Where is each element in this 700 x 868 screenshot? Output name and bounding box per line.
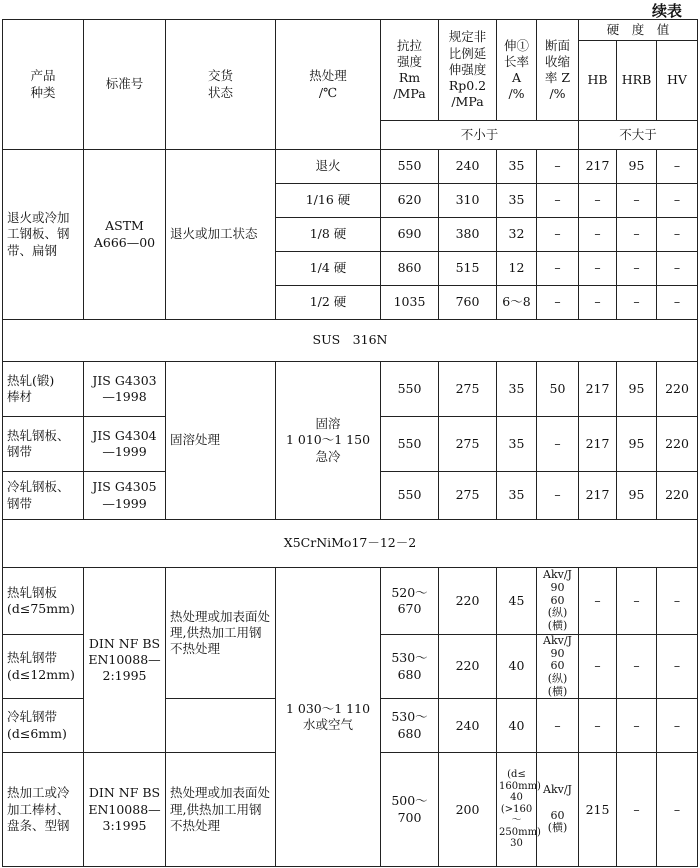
s1-r3-hv: – (657, 252, 698, 286)
head-not-more: 不大于 (579, 121, 698, 150)
s3-standard-a: DIN NF BS EN10088— 2:1995 (84, 568, 166, 753)
s2-r0-rm: 550 (381, 362, 439, 417)
s1-r1-a: 35 (497, 184, 537, 218)
s3-r1-z: Akv/J 90 60 (纵)(横) (537, 635, 579, 699)
s3-r0-rm: 520～ 670 (381, 568, 439, 635)
s2-r0-rp: 275 (439, 362, 497, 417)
s3-heat: 1 030～1 110 水或空气 (276, 568, 381, 867)
s1-r2-hv: – (657, 218, 698, 252)
s1-r3-rm: 860 (381, 252, 439, 286)
s1-r0-rm: 550 (381, 150, 439, 184)
s2-grade: SUS 316N (3, 320, 698, 362)
s1-r1-hrb: – (617, 184, 657, 218)
head-hb: HB (579, 41, 617, 121)
s1-r1-rm: 620 (381, 184, 439, 218)
s1-r2-heat: 1/8 硬 (276, 218, 381, 252)
s3-r1-rm: 530～ 680 (381, 635, 439, 699)
s3-r2-hv: – (657, 699, 698, 753)
s2-r1-standard: JIS G4304 —1999 (84, 417, 166, 472)
s3-last-hv: – (657, 753, 698, 867)
s2-r2-z: – (537, 472, 579, 520)
s3-r0-hv: – (657, 568, 698, 635)
s1-r4-heat: 1/2 硬 (276, 286, 381, 320)
s2-r2-rp: 275 (439, 472, 497, 520)
s1-r2-hb: – (579, 218, 617, 252)
s1-r3-hrb: – (617, 252, 657, 286)
s1-r2-rp: 380 (439, 218, 497, 252)
s1-product: 退火或冷加工钢板、钢带、扁钢 (3, 150, 84, 320)
s3-last-z: Akv/J 60 (横) (537, 753, 579, 867)
s1-r2-z: – (537, 218, 579, 252)
s3-r1-hv: – (657, 635, 698, 699)
s2-r1-product: 热轧钢板、 钢带 (3, 417, 84, 472)
s1-r2-a: 32 (497, 218, 537, 252)
s2-r1-hb: 217 (579, 417, 617, 472)
head-product: 产品 种类 (3, 20, 84, 150)
head-z: 断面 收缩 率 Z /% (537, 20, 579, 121)
s2-r0-hrb: 95 (617, 362, 657, 417)
head-hv: HV (657, 41, 698, 121)
s3-r2-hb: – (579, 699, 617, 753)
s2-r2-standard: JIS G4305 —1999 (84, 472, 166, 520)
head-hrb: HRB (617, 41, 657, 121)
s1-r4-hb: – (579, 286, 617, 320)
s2-r1-z: – (537, 417, 579, 472)
s2-r2-hv: 220 (657, 472, 698, 520)
s3-r1-hrb: – (617, 635, 657, 699)
s1-r3-hb: – (579, 252, 617, 286)
s3-r1-a: 40 (497, 635, 537, 699)
s3-r1-rp: 220 (439, 635, 497, 699)
s1-r2-hrb: – (617, 218, 657, 252)
s3-last-a: (d≤ 160mm) 40 (>160～ 250mm) 30 (497, 753, 537, 867)
s1-r0-hrb: 95 (617, 150, 657, 184)
s1-r2-rm: 690 (381, 218, 439, 252)
s2-r0-a: 35 (497, 362, 537, 417)
s2-r1-hrb: 95 (617, 417, 657, 472)
s3-r0-hb: – (579, 568, 617, 635)
s1-r1-rp: 310 (439, 184, 497, 218)
s3-r0-z: Akv/J 90 60 (纵)(横) (537, 568, 579, 635)
s2-r1-rp: 275 (439, 417, 497, 472)
s3-last-delivery: 热处理或加表面处理,供热加工用钢不热处理 (166, 753, 276, 867)
s3-last-hrb: – (617, 753, 657, 867)
s3-r0-rp: 220 (439, 568, 497, 635)
s1-r3-rp: 515 (439, 252, 497, 286)
s3-r2-rp: 240 (439, 699, 497, 753)
s2-r2-rm: 550 (381, 472, 439, 520)
s1-r1-hb: – (579, 184, 617, 218)
s1-r1-heat: 1/16 硬 (276, 184, 381, 218)
s2-r2-a: 35 (497, 472, 537, 520)
s2-r1-hv: 220 (657, 417, 698, 472)
s1-standard: ASTM A666—00 (84, 150, 166, 320)
s1-r4-hrb: – (617, 286, 657, 320)
s3-delivery-a: 热处理或加表面处理,供热加工用钢不热处理 (166, 568, 276, 699)
s3-r1-product: 热轧钢带 (d≤12mm) (3, 635, 84, 699)
s1-r4-hv: – (657, 286, 698, 320)
continued-label: 续表 (651, 2, 682, 20)
s3-last-rm: 500～ 700 (381, 753, 439, 867)
s1-r3-a: 12 (497, 252, 537, 286)
s3-r1-hb: – (579, 635, 617, 699)
s1-r0-a: 35 (497, 150, 537, 184)
s2-r0-hv: 220 (657, 362, 698, 417)
s1-r3-heat: 1/4 硬 (276, 252, 381, 286)
head-standard: 标准号 (84, 20, 166, 150)
s1-r4-rm: 1035 (381, 286, 439, 320)
head-not-less: 不小于 (381, 121, 579, 150)
s3-r2-hrb: – (617, 699, 657, 753)
s1-r0-z: – (537, 150, 579, 184)
s2-r2-product: 冷轧钢板、 钢带 (3, 472, 84, 520)
s3-last-product: 热加工或冷加工棒材、盘条、型钢 (3, 753, 84, 867)
s3-r2-z: – (537, 699, 579, 753)
s1-r3-z: – (537, 252, 579, 286)
s1-r4-a: 6～8 (497, 286, 537, 320)
s3-last-hb: 215 (579, 753, 617, 867)
s2-r0-product: 热轧(锻) 棒材 (3, 362, 84, 417)
s3-r2-rm: 530～ 680 (381, 699, 439, 753)
head-heat: 热处理 /℃ (276, 20, 381, 150)
s3-r0-a: 45 (497, 568, 537, 635)
s1-delivery: 退火或加工状态 (166, 150, 276, 320)
s1-r0-hv: – (657, 150, 698, 184)
s2-r2-hb: 217 (579, 472, 617, 520)
s2-r0-z: 50 (537, 362, 579, 417)
s3-last-standard: DIN NF BS EN10088— 3:1995 (84, 753, 166, 867)
s2-r0-standard: JIS G4303 —1998 (84, 362, 166, 417)
s1-r1-hv: – (657, 184, 698, 218)
s2-r1-rm: 550 (381, 417, 439, 472)
s1-r4-z: – (537, 286, 579, 320)
steel-properties-table (2, 19, 698, 867)
head-hardness: 硬 度 值 (579, 20, 698, 41)
head-delivery: 交货 状态 (166, 20, 276, 150)
s3-r2-a: 40 (497, 699, 537, 753)
s3-r2-product: 冷轧钢带 (d≤6mm) (3, 699, 84, 753)
s3-r0-hrb: – (617, 568, 657, 635)
s1-r4-rp: 760 (439, 286, 497, 320)
s1-r0-heat: 退火 (276, 150, 381, 184)
head-rm: 抗拉 强度 Rm /MPa (381, 20, 439, 121)
head-a: 伸① 长率 A /% (497, 20, 537, 121)
s1-r0-hb: 217 (579, 150, 617, 184)
s1-r1-z: – (537, 184, 579, 218)
s3-last-rp: 200 (439, 753, 497, 867)
s3-r0-product: 热轧钢板 (d≤75mm) (3, 568, 84, 635)
s1-r0-rp: 240 (439, 150, 497, 184)
s2-delivery: 固溶处理 (166, 362, 276, 520)
head-rp: 规定非 比例延 伸强度 Rp0.2 /MPa (439, 20, 497, 121)
s3-grade: X5CrNiMo17－12－2 (3, 520, 698, 568)
s3-blank-delivery (166, 699, 276, 753)
s2-r1-a: 35 (497, 417, 537, 472)
s2-r0-hb: 217 (579, 362, 617, 417)
s2-heat: 固溶 1 010～1 150 急冷 (276, 362, 381, 520)
s2-r2-hrb: 95 (617, 472, 657, 520)
